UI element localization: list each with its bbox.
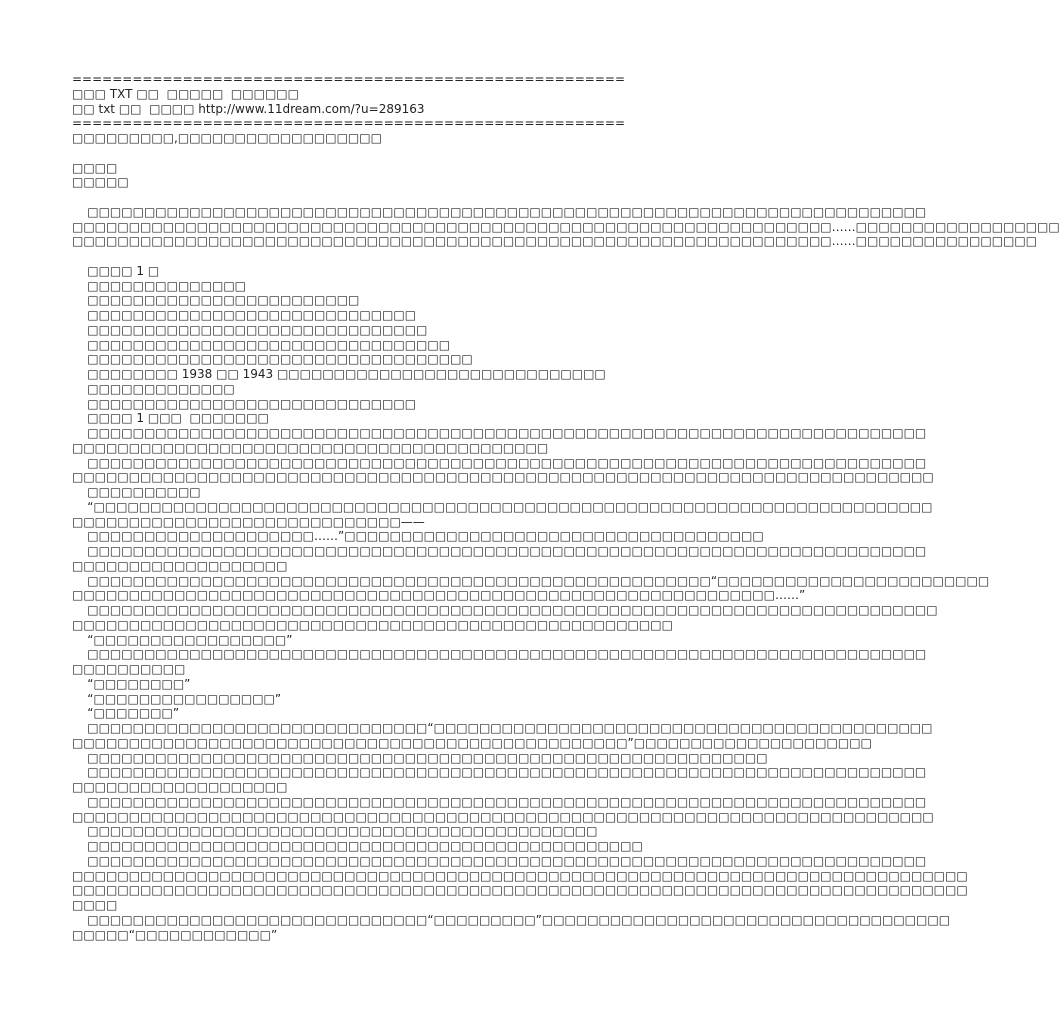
body-line: □□□□□□□□□□□□□□□□□□□□□□□□□□□□□□□□□□□□□□□□□□□□□ [72, 824, 598, 839]
body-line: □□□□□□□□□□□□□□ [72, 278, 246, 293]
body-line: □□□□□□□□□□□□□□□□□□□□□□□□□□□□□□“□□□□□□□□□□□□□□□□□□□□□□□□□□□□□□□□□□□□□□□□□□□□ [72, 721, 933, 735]
body-line: □□□□□□□□□□□□□□□□□□□□□□□□ [72, 293, 360, 308]
body-line: □□□□□□□□□□□□□□□□□□□□□□□□□□□□□□□□□□□□□□□□□□□□□□□□□□□□□□□□□□□□□□□□□□□□□□□□□□ [72, 853, 927, 868]
spacer [72, 146, 712, 161]
body-line: □□□□□□□□□□□□□□□□□□□□□□□□□□□□□□□□□□□□□□□□□□□□□□□□□□□□□□□“□□□□□□□□□□□□□□□□□□□□□□□□ [72, 573, 990, 588]
body-line: □□□□□□□□□□ [72, 662, 186, 676]
body-line: “□□□□□□□□□□□□□□□□□” [72, 632, 293, 647]
body-line: □□□□□□□□□□□□□□□□□□□□□□□□□□□□□□□□□□□□□□□□□□□□□□□□□□□□□□□□□□□□□□□□□□□□□□□□□□ [72, 544, 927, 558]
document-page [72, 72, 1060, 942]
body-line: □□□□□□□□□□□□□□□□□□□□□□□□□□□□□□□□□□ [72, 352, 473, 367]
body-text [72, 204, 1060, 943]
body-line: □□□□□□□□□□□□□□□□□□□□□□□□□□□□□□□□□□□□□□□□□□□□□□□□□□□□□□□□□□□□□□……” [72, 588, 806, 603]
body-line: □□□□□□□□□□□□□□□□□□□□□□□□□□□□□□□□□□□□□□□□□□□□□□□□□□□□□□□□□□□□□□□□□□□□□□□□□□ [72, 794, 927, 809]
body-line: “□□□□□□□” [72, 706, 180, 721]
body-line: □□□□□□□□□□□□□□□□□□□□□□□□□□□□□□□□□□□□□□□□□□□□□□□□□□□□□□□□□□□□□□□□□□□□□□□□□□ [72, 765, 927, 780]
body-line: □□□□□□□□□□□□□□□□□□□□□□□□□□□□□□□□□□□□□□□□□□□□□□□□□□□□□□□□□□□□□□□□□□□……□□□□□□□□□□□□□□□□ [72, 234, 1038, 249]
body-line: □□□□□□□□□□□□□□□□□□□□□□□□□□□□□□□□□□□□□□□□□□□□□□□□□□□□□□□□□□□□□□□□□□□□□□□□□□ [72, 204, 927, 219]
body-line: “□□□□□□□□□□□□□□□□□□□□□□□□□□□□□□□□□□□□□□□□□□□□□□□□□□□□□□□□□□□□□□□□□□□□□□□□□□ [72, 499, 933, 514]
body-line: □□□□□□□□□□□□□□□□□□□□□□□□□□□□□ [72, 308, 417, 322]
body-line: □□□□□□□□□□□□□□□□□□□□□□□□□□□□□□□□□□□□□□□□□□□□□□□□□□□□□□□□□□□□□□□□□□□□□□□□□□ [72, 426, 927, 440]
body-line: □□□□□□□□□□□□□□□□□□□□□□□□□□□□□□□□□□□□□□□□□□□□□□□□□□□□□□□□□□□□ [72, 750, 768, 765]
header-notice-line: □□□□□□□□□,□□□□□□□□□□□□□□□□□□ [72, 131, 382, 145]
body-line: □□□□□□□□□□ [72, 485, 201, 499]
body-line: □□□□□□□□□□□□□□□□□□□□□□□□□□□□□□□□□□□□□□□□□□□□□□□□□”□□□□□□□□□□□□□□□□□□□□□ [72, 735, 872, 750]
separator-rule-top: ======================================================= [72, 72, 626, 86]
spacer [72, 190, 712, 205]
body-line: □□□□ 1 □ [72, 263, 160, 278]
body-line: □□□□□□□□□□□□□□□□□□□□□□□□□□□□□□□□□□□□□□□□□□□□□□□□□ [72, 839, 643, 853]
body-line: □□□□□□□□□□□□□□□□□□□□□□□□□□□□□□□□□□□□□□□□□□□□□□□□□□□□□□□□□□□□□□□□□□□□□□□□□□ [72, 455, 927, 470]
body-line: □□□□ [72, 898, 118, 912]
body-line: □□□□□□□□□□□□□□□□□□□□□□□□□□□□□□ [72, 322, 428, 337]
body-line: □□□□□□□□□□□□□□□□□□□□□□□□□□□□□□□□□□□□□□□□□□□□□□□□□□□□□□□□□□□□□□□□□□□□□□□□□□□□ [72, 470, 934, 485]
body-line: “□□□□□□□□□□□□□□□□” [72, 691, 282, 706]
book-author: □□□□□ [72, 175, 129, 190]
body-line: □□□□□□□□□□□□□□□□□□□□□□□□□□□□□□□□□□□□□□□□□□□□□□□□□□□□□□□□□□□□□□□□□□□□□□□□□□□□□□□ [72, 883, 968, 898]
body-line: □□□□□□□□□□□□□□□□□□□ [72, 558, 288, 573]
body-line: □□□□□□□□ 1938 □□ 1943 □□□□□□□□□□□□□□□□□□□□□□□□□□□□□ [72, 367, 606, 381]
body-line: □□□□□□□□□□□□□□□□□□□□□□□□□□□□□□□□□□□□□□□□□□□□□□□□□□□□□□□□□□□□□□□□□□□□□□□□□□□□ [72, 809, 934, 824]
body-line: □□□□□□□□□□□□□□□□□□□□□□□□□□□□□ [72, 396, 417, 411]
body-line: □□□□□□□□□□□□□□□□□□□□□□□□□□□□□□□□□□□□□□□□□□□□□□□□□□□□□□□□□□□□□□□□□□□□□□□□□□□ [72, 603, 938, 617]
body-line: □□□□□□□□□□□□□□□□□□□□□□□□□□□□□□□□□□□□□□□□□□ [72, 440, 549, 455]
spacer [72, 249, 712, 264]
body-line: □□□□□□□□□□□□□ [72, 381, 235, 396]
body-line: “□□□□□□□□” [72, 676, 191, 691]
body-line: □□□□□□□□□□□□□□□□□□□□□□□□□□□□□□□□ [72, 337, 451, 352]
header-download-prefix: □□ txt □□ □□□□ [72, 101, 199, 116]
body-line: □□□□□□□□□□□□□□□□□□□□□□□□□□□□□—— [72, 514, 425, 529]
body-line: □□□□□“□□□□□□□□□□□□” [72, 927, 278, 942]
body-line: □□□□□□□□□□□□□□□□□□□ [72, 780, 288, 794]
separator-rule-bottom: ======================================================= [72, 116, 626, 131]
body-line: □□□□□□□□□□□□□□□□□□□□……”□□□□□□□□□□□□□□□□□□□□□□□□□□□□□□□□□□□□□ [72, 529, 764, 544]
header-download-line [72, 102, 712, 117]
body-line: □□□□□□□□□□□□□□□□□□□□□□□□□□□□□□□□□□□□□□□□□□□□□□□□□□□□□□□□□□□□□□□□□□□□□□□□□□ [72, 647, 927, 662]
source-url-link[interactable]: http://www.11dream.com/?u=289163 [198, 101, 425, 116]
body-line: □□□□□□□□□□□□□□□□□□□□□□□□□□□□□□□□□□□□□□□□□□□□□□□□□□□□□ [72, 617, 673, 632]
body-line: □□□□□□□□□□□□□□□□□□□□□□□□□□□□□□□□□□□□□□□□□□□□□□□□□□□□□□□□□□□□□□□□□□□……□□□□□□□□□□□□□□□□□□ [72, 219, 1060, 234]
body-line: □□□□□□□□□□□□□□□□□□□□□□□□□□□□□□“□□□□□□□□□”□□□□□□□□□□□□□□□□□□□□□□□□□□□□□□□□□□□□ [72, 912, 951, 927]
body-line: □□□□ 1 □□□ □□□□□□□ [72, 411, 269, 426]
body-line: □□□□□□□□□□□□□□□□□□□□□□□□□□□□□□□□□□□□□□□□□□□□□□□□□□□□□□□□□□□□□□□□□□□□□□□□□□□□□□□ [72, 868, 968, 883]
book-title: □□□□ [72, 160, 118, 175]
header-source-line: □□□ TXT □□ □□□□□ □□□□□□ [72, 86, 299, 101]
